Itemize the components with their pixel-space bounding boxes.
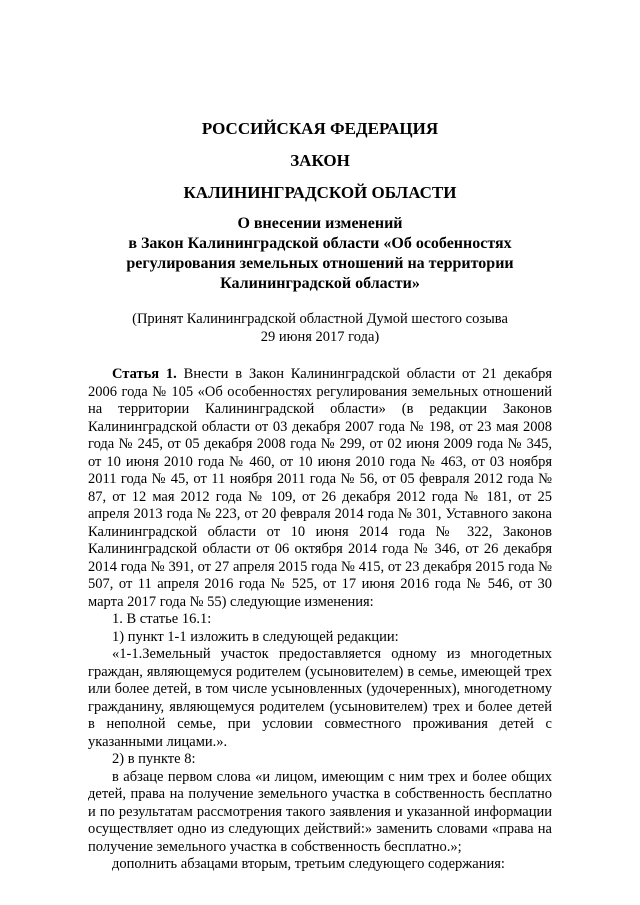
subitem-1-paragraph: 1) пункт 1-1 изложить в следующей редакции: bbox=[112, 628, 399, 645]
adoption-note bbox=[88, 310, 552, 346]
law-title-line: в Закон Калининградской области «Об особенностях bbox=[128, 235, 512, 252]
first-abzac-paragraph: в абзаце первом слова «и лицом, имеющим с ним трех и более общих детей, права на получение земельного участка в собственность бесплатно и по результатам рассмотрения такого заявления и указанной информации осуществляет одно из следующих действий:» заменить словами «права на получение земельного участка в собственность бесплатно.»; bbox=[88, 768, 552, 855]
document-header bbox=[88, 118, 552, 203]
article-text: Внести в Закон Калининградской области от 21 декабря 2006 года № 105 «Об особенностях регулирования земельных отношений на территории Калининградской области» (в редакции Законов Калининградской области от 03 декабря 2007 года № 198, от 23 мая 2008 года № 245, от 05 декабря 2008 года № 299, от 02 июня 2009 года № 345, от 10 июня 2010 года № 460, от 10 июня 2010 года № 463, от 03 ноября 2011 года № 45, от 11 ноября 2011 года № 56, от 05 февраля 2012 года № 87, от 12 мая 2012 года № 109, от 26 декабря 2012 года № 181, от 25 апреля 2013 года № 223, от 20 февраля 2014 года № 301, Уставного закона Калининградской области от 10 июня 2014 года № 322, Законов Калининградской области от 06 октября 2014 года № 346, от 26 декабря 2014 года № 391, от 27 апреля 2015 года № 415, от 23 декабря 2015 года № 507, от 11 апреля 2016 года № 525, от 17 июня 2016 года № 546, от 30 марта 2017 года № 55) следующие изменения: bbox=[88, 366, 552, 610]
law-title bbox=[88, 214, 552, 294]
item-1-paragraph: 1. В статье 16.1: bbox=[112, 611, 212, 627]
addition-paragraph: дополнить абзацами вторым, третьим следующего содержания: bbox=[112, 856, 505, 872]
document-body bbox=[88, 366, 552, 874]
adoption-note-line: (Принят Калининградской областной Думой шестого созыва bbox=[132, 311, 508, 327]
quoted-text-paragraph: «1-1.Земельный участок предоставляется одному из многодетных граждан, являющемуся родителем (усыновителем) в семье, имеющей трех или более детей, в том числе усыновленных (удочеренных), многодетному гражданину, являющемуся родителем (усыновителем) трех и более детей в неполной семье, при условии совместного проживания детей с указанными лицами.». bbox=[88, 646, 552, 750]
article-1-paragraph bbox=[88, 366, 552, 611]
law-title-line: О внесении изменений bbox=[237, 215, 403, 232]
header-doc-type: ЗАКОН bbox=[290, 151, 350, 170]
law-title-line: регулирования земельных отношений на территории bbox=[126, 255, 514, 272]
subitem-2-paragraph: 2) в пункте 8: bbox=[112, 751, 196, 767]
article-label: Статья 1. bbox=[112, 366, 177, 382]
header-country: РОССИЙСКАЯ ФЕДЕРАЦИЯ bbox=[201, 119, 439, 138]
header-region: КАЛИНИНГРАДСКОЙ ОБЛАСТИ bbox=[183, 183, 457, 202]
law-title-line: Калининградской области» bbox=[220, 275, 420, 292]
adoption-note-line: 29 июня 2017 года) bbox=[260, 329, 380, 345]
